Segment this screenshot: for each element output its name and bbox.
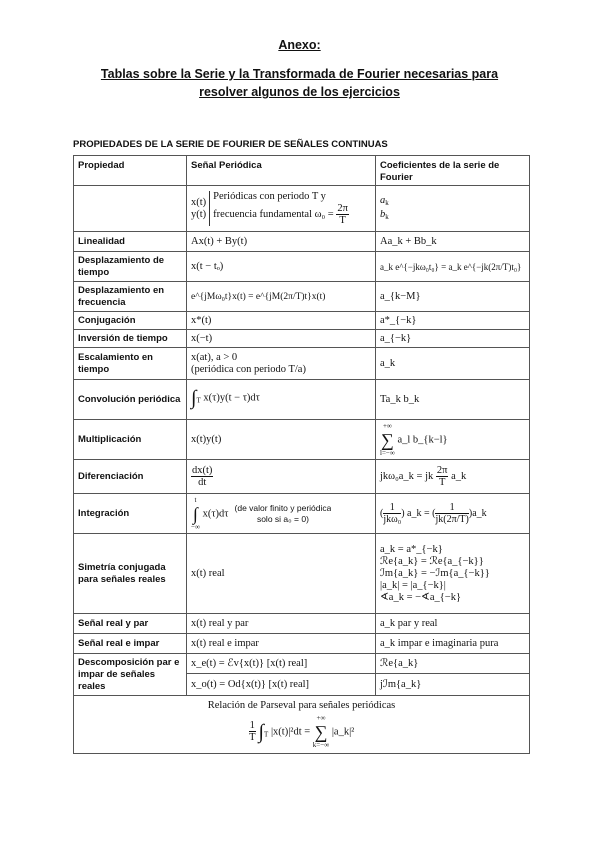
signal-y: y(t) bbox=[191, 208, 207, 220]
summation-icon: +∞ ∑ k=−∞ bbox=[312, 713, 330, 749]
sig-escalamiento: x(at), a > 0 (periódica con periodo T/a) bbox=[187, 348, 376, 380]
sig-convolucion: $\int_T$ x(τ)y(t − τ)dτ bbox=[187, 380, 376, 420]
parseval-title: Relación de Parseval para señales periódicas bbox=[207, 699, 396, 711]
coef-inversion: a_{−k} bbox=[376, 330, 530, 348]
table-row bbox=[74, 420, 530, 460]
integral-icon: ∫ bbox=[191, 387, 197, 410]
intro-row bbox=[74, 186, 530, 232]
intro-text-1: Periódicas con periodo T y bbox=[213, 191, 326, 202]
prop-diferenciacion: Diferenciación bbox=[74, 460, 187, 494]
summation-icon: +∞ ∑ l=−∞ bbox=[380, 421, 395, 457]
sig-multiplicacion: x(t)y(t) bbox=[187, 420, 376, 460]
sig-conjugacion: x*(t) bbox=[187, 312, 376, 330]
prop-linealidad: Linealidad bbox=[74, 232, 187, 252]
coef-integracion: ( $\frac{1}{\text{jkω₀}}$ ) a_k = ( $\frac{1}{jk(2\pi/T)}$ )a_k bbox=[376, 494, 530, 534]
table-row bbox=[74, 252, 530, 282]
omega-fraction: $\frac{2\pi}{T}$ bbox=[337, 203, 348, 226]
signal-x: x(t) bbox=[191, 196, 207, 208]
coef-real-impar: a_k impar e imaginaria pura bbox=[376, 634, 530, 654]
table-row bbox=[74, 614, 530, 634]
prop-inversion: Inversión de tiempo bbox=[74, 330, 187, 348]
coef-diferenciacion: jkω₀a_k = jk $\frac{2\pi}{T}$ a_k bbox=[376, 460, 530, 494]
prop-descomp: Descomposición par e impar de señales reales bbox=[74, 654, 187, 696]
parseval-row bbox=[74, 696, 530, 754]
integral-icon: ∫ bbox=[258, 720, 265, 743]
sig-descomp-even: x_e(t) = ℰv{x(t)} [x(t) real] bbox=[187, 654, 376, 674]
table-row bbox=[74, 460, 530, 494]
coef-descomp-odd: jℐm{a_k} bbox=[376, 674, 530, 696]
sig-simetria: x(t) real bbox=[187, 534, 376, 614]
sig-descomp-odd: x_o(t) = Od{x(t)} [x(t) real] bbox=[187, 674, 376, 696]
prop-desp-tiempo: Desplazamiento de tiempo bbox=[74, 252, 187, 282]
annex-heading: Anexo: bbox=[278, 38, 321, 52]
intro-coeff-cell: $a_k$ $b_k$ bbox=[376, 186, 530, 232]
section-title: PROPIEDADES DE LA SERIE DE FOURIER DE SEÑALES CONTINUAS bbox=[73, 139, 388, 150]
table-row bbox=[74, 232, 530, 252]
title-line-2: resolver algunos de los ejercicios bbox=[199, 85, 400, 99]
table-row bbox=[74, 534, 530, 614]
coef-desp-tiempo: a_k e^{−jkω₀t₀} = a_k e^{−jk(2π/T)t₀} bbox=[376, 252, 530, 282]
sig-desp-tiempo: x(t − tₒ) bbox=[187, 252, 376, 282]
sig-diferenciacion: $\frac{dx(t)}{dt}$ bbox=[187, 460, 376, 494]
coef-desp-frec: a_{k−M} bbox=[376, 282, 530, 312]
coef-escalamiento: a_k bbox=[376, 348, 530, 380]
prop-real-impar: Señal real e impar bbox=[74, 634, 187, 654]
intro-property-cell bbox=[74, 186, 187, 232]
prop-real-par: Señal real y par bbox=[74, 614, 187, 634]
coef-convolucion: Ta_k b_k bbox=[376, 380, 530, 420]
sig-real-impar: x(t) real e impar bbox=[187, 634, 376, 654]
sig-real-par: x(t) real y par bbox=[187, 614, 376, 634]
table-row bbox=[74, 634, 530, 654]
intro-signal-cell bbox=[187, 186, 376, 232]
sig-inversion: x(−t) bbox=[187, 330, 376, 348]
sig-linealidad: Ax(t) + By(t) bbox=[187, 232, 376, 252]
prop-convolucion: Convolución periódica bbox=[74, 380, 187, 420]
fourier-properties-table bbox=[73, 155, 530, 754]
sig-desp-frec: e^{jMω₀t}x(t) = e^{jM(2π/T)t}x(t) bbox=[187, 282, 376, 312]
title-line-1: Tablas sobre la Serie y la Transformada de Fourier necesarias para bbox=[100, 67, 499, 81]
table-header-row bbox=[74, 156, 530, 186]
coef-conjugacion: a*_{−k} bbox=[376, 312, 530, 330]
col-coeff-header: Coeficientes de la serie de Fourier bbox=[376, 156, 530, 186]
coef-multiplicacion: +∞ ∑ l=−∞ a_l b_{k−l} bbox=[376, 420, 530, 460]
prop-escalamiento: Escalamiento en tiempo bbox=[74, 348, 187, 380]
table-row bbox=[74, 348, 530, 380]
prop-desp-frec: Desplazamiento en frecuencia bbox=[74, 282, 187, 312]
prop-conjugacion: Conjugación bbox=[74, 312, 187, 330]
coef-real-par: a_k par y real bbox=[376, 614, 530, 634]
coef-descomp-even: ℛe{a_k} bbox=[376, 654, 530, 674]
table-row bbox=[74, 330, 530, 348]
table-row bbox=[74, 654, 530, 674]
table-row bbox=[74, 282, 530, 312]
col-property-header: Propiedad bbox=[74, 156, 187, 186]
col-signal-header: Señal Periódica bbox=[187, 156, 376, 186]
prop-simetria: Simetría conjugada para señales reales bbox=[74, 534, 187, 614]
coef-linealidad: Aa_k + Bb_k bbox=[376, 232, 530, 252]
parseval-cell: Relación de Parseval para señales periódicas $\frac{1}{T}$ $\int_T$ |x(t)|²dt = +∞ ∑ k=−∞ |a_k|² bbox=[74, 696, 530, 754]
table-row bbox=[74, 380, 530, 420]
sig-integracion: t ∫ −∞ x(τ)dτ (de valor finito y periódica solo si a₀ = 0) bbox=[187, 494, 376, 534]
intro-text-2: frecuencia fundamental ω₀ = bbox=[213, 208, 334, 220]
table-row bbox=[74, 494, 530, 534]
integral-icon: ∫ bbox=[193, 503, 198, 524]
coef-simetria: a_k = a*_{−k} ℛe{a_k} = ℛe{a_{−k}} ℐm{a_k} = −ℐm{a_{−k}} |a_k| = |a_{−k}| ∢a_k = −∢a_{−k} bbox=[376, 534, 530, 614]
table-row bbox=[74, 312, 530, 330]
prop-integracion: Integración bbox=[74, 494, 187, 534]
prop-multiplicacion: Multiplicación bbox=[74, 420, 187, 460]
